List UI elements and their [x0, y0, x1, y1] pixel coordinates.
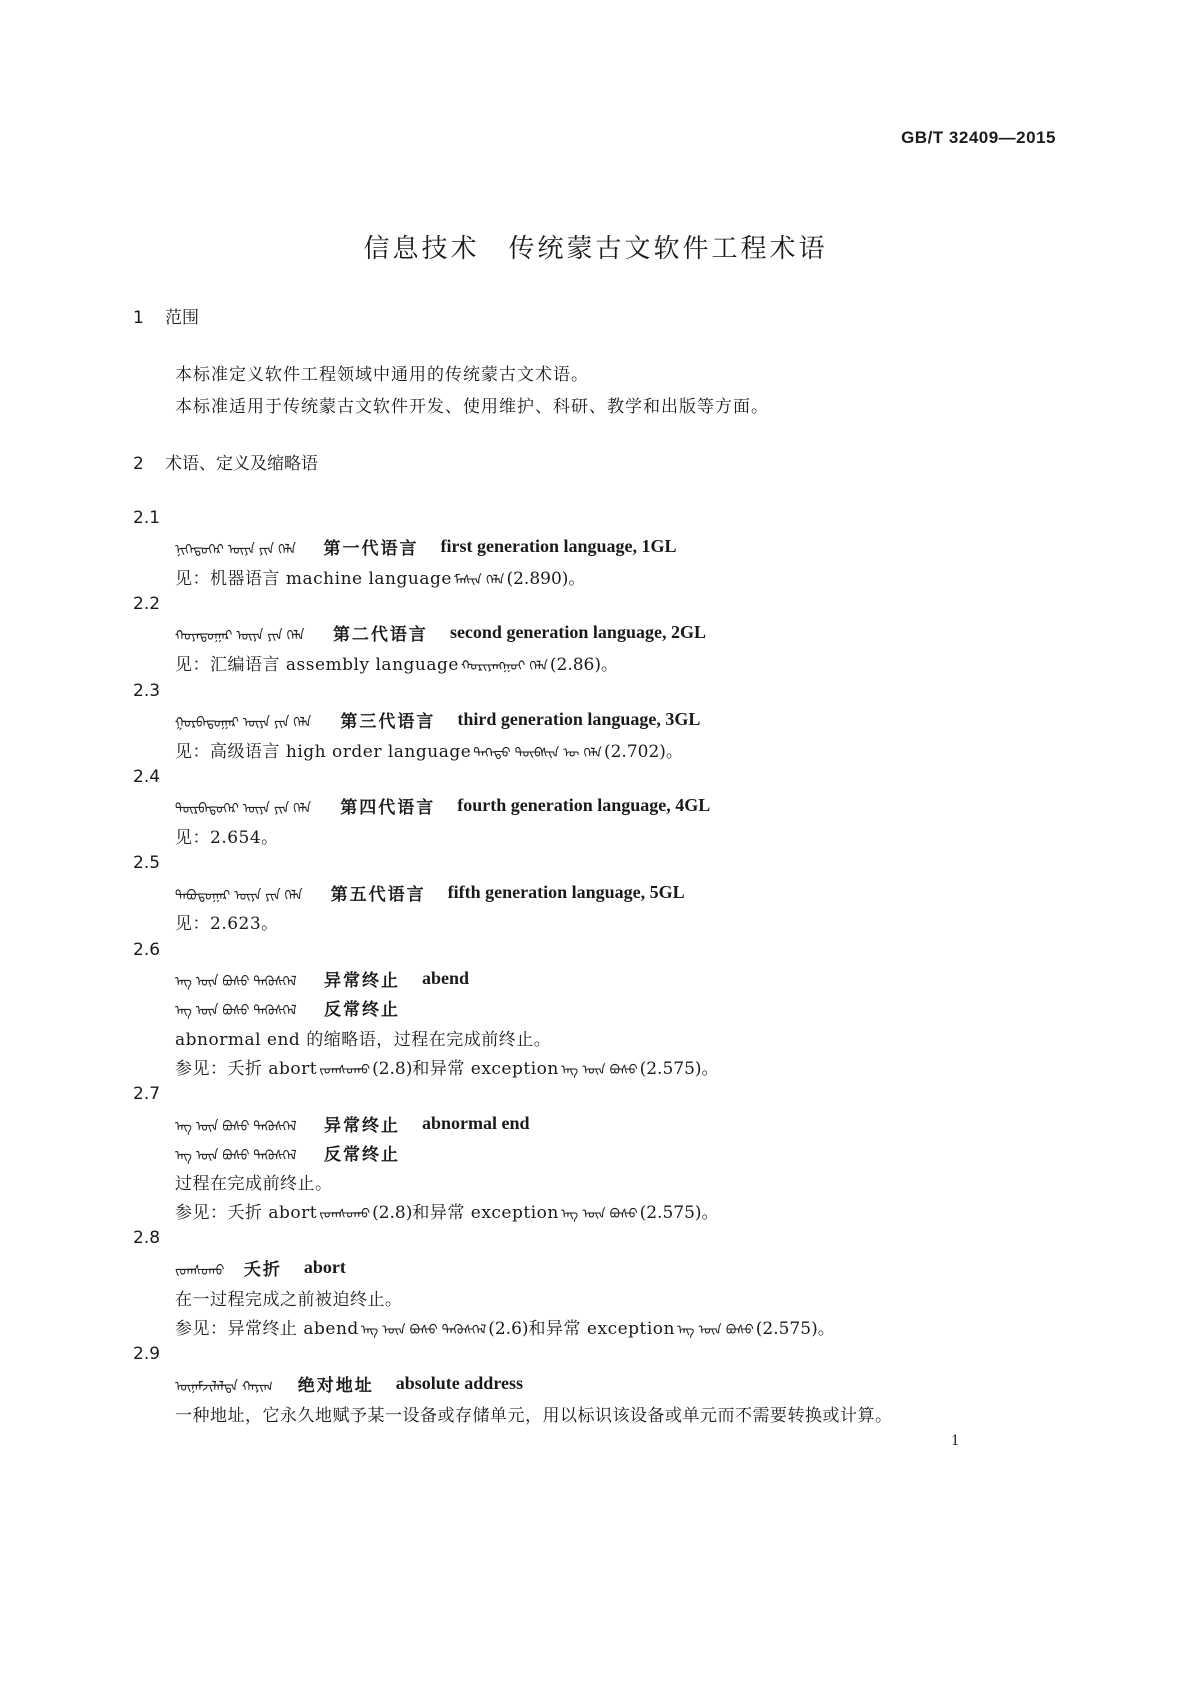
chinese-term: 绝对地址	[297, 1376, 374, 1396]
see-also-line	[175, 1198, 719, 1223]
mongolian-inline: ᠡᠩ ᠦᠨ ᠪᠤᠰᠤ	[677, 1323, 754, 1338]
cross-reference: (2.8)和异常 exception	[372, 1059, 559, 1079]
mongolian-term: ᠵᠣᠭᠰᠤᠬᠤ	[175, 1262, 225, 1279]
english-term: abnormal end	[422, 1113, 530, 1133]
mongolian-inline: ᠳᠡᠭᠡᠳᠦ ᠲᠦᠪᠰᠢᠨ ᠦ ᠬᠡᠯᠡ	[473, 746, 602, 761]
definition-line: 见：2.654。	[175, 828, 279, 848]
paragraph: 本标准适用于传统蒙古文软件开发、使用维护、科研、教学和出版等方面。	[175, 397, 769, 417]
term-line-synonym	[175, 995, 422, 1020]
mongolian-term: ᠨᠢᠭᠡᠳᠦᠭᠡᠷ ᠦᠶᠡ ᠶᠢᠨ ᠬᠡᠯᠡ	[175, 541, 297, 558]
term-line	[175, 966, 469, 991]
mongolian-inline: ᠵᠣᠭᠰᠤᠬᠤ	[319, 1207, 371, 1222]
definition-line: 见：2.623。	[175, 914, 279, 934]
section-heading-scope	[133, 303, 199, 328]
english-term: fifth generation language, 5GL	[447, 882, 685, 902]
chinese-term: 异常终止	[324, 971, 401, 991]
clause-number: 2.4	[133, 767, 161, 787]
definition-text: 见：高级语言 high order language	[175, 742, 472, 762]
mongolian-term: ᠲᠠᠪᠤᠳᠤᠭᠠᠷ ᠦᠶᠡ ᠶᠢᠨ ᠬᠡᠯᠡ	[175, 887, 303, 904]
mongolian-inline: ᠮᠠᠰᠢᠨ ᠬᠡᠯᠡ	[453, 573, 505, 588]
chinese-term: 夭折	[243, 1260, 282, 1280]
clause-number: 2.6	[133, 940, 161, 960]
term-line	[175, 620, 706, 645]
mongolian-term: ᠡᠩ ᠦᠨ ᠪᠤᠰᠤ ᠲᠡᠭᠦᠰᠭᠡᠯ	[175, 1118, 297, 1135]
see-also-line	[175, 1054, 719, 1079]
term-line	[175, 793, 710, 818]
definition-line: 在一过程完成之前被迫终止。	[175, 1290, 403, 1310]
chinese-term: 第三代语言	[340, 712, 436, 732]
clause-number: 2.5	[133, 853, 161, 873]
mongolian-inline: ᠵᠣᠭᠰᠤᠬᠤ	[319, 1063, 371, 1078]
section-heading-terms	[133, 449, 318, 474]
see-also-text: 参见：夭折 abort	[175, 1203, 318, 1223]
english-term: second generation language, 2GL	[449, 622, 706, 642]
term-line	[175, 1111, 530, 1136]
definition-line	[175, 564, 586, 589]
cross-reference: (2.575)。	[755, 1319, 836, 1339]
chinese-term: 反常终止	[324, 1000, 401, 1020]
clause-number: 2.8	[133, 1228, 161, 1248]
mongolian-term: ᠦᠨᠡᠮᠵᠢᠯᠡᠯᠲᠡ ᠬᠠᠶᠢᠭ	[175, 1378, 273, 1395]
english-term: abend	[422, 968, 470, 988]
section-number: 1	[133, 308, 144, 328]
term-line	[175, 880, 685, 905]
cross-reference: (2.575)。	[639, 1203, 720, 1223]
chinese-term: 第二代语言	[332, 625, 428, 645]
page-title: 信息技术 传统蒙古文软件工程术语	[363, 234, 828, 264]
english-term: third generation language, 3GL	[457, 709, 701, 729]
clause-number: 2.7	[133, 1084, 161, 1104]
clause-number: 2.9	[133, 1344, 161, 1364]
definition-line: 一种地址，它永久地赋予某一设备或存储单元，用以标识该设备或单元而不需要转换或计算。	[175, 1406, 893, 1426]
chinese-term: 异常终止	[324, 1116, 401, 1136]
term-line	[175, 1371, 523, 1396]
standard-number: GB/T 32409—2015	[901, 128, 1056, 147]
definition-text: 见：汇编语言 assembly language	[175, 655, 459, 675]
paragraph: 本标准定义软件工程领域中通用的传统蒙古文术语。	[175, 365, 589, 385]
section-number: 2	[133, 454, 144, 474]
see-also-text: 参见：夭折 abort	[175, 1059, 318, 1079]
english-term: fourth generation language, 4GL	[457, 795, 711, 815]
cross-reference: (2.86)。	[549, 655, 619, 675]
english-term: absolute address	[395, 1373, 523, 1393]
mongolian-term: ᠬᠣᠶᠠᠳᠤᠭᠠᠷ ᠦᠶᠡ ᠶᠢᠨ ᠬᠡᠯᠡ	[175, 627, 305, 644]
clause-number: 2.2	[133, 594, 161, 614]
term-line	[175, 1255, 346, 1280]
mongolian-term: ᠡᠩ ᠦᠨ ᠪᠤᠰᠤ ᠲᠡᠭᠦᠰᠭᠡᠯ	[175, 1147, 297, 1164]
mongolian-term: ᠡᠩ ᠦᠨ ᠪᠤᠰᠤ ᠲᠡᠭᠦᠰᠭᠡᠯ	[175, 973, 297, 990]
term-line-synonym	[175, 1140, 422, 1165]
mongolian-term: ᠡᠩ ᠦᠨ ᠪᠤᠰᠤ ᠲᠡᠭᠦᠰᠭᠡᠯ	[175, 1002, 297, 1019]
definition-line: 过程在完成前终止。	[175, 1174, 333, 1194]
mongolian-inline: ᠡᠩ ᠦᠨ ᠪᠤᠰᠤ	[560, 1063, 638, 1078]
mongolian-term: ᠳᠦᠷᠪᠡᠳᠦᠭᠡᠷ ᠦᠶᠡ ᠶᠢᠨ ᠬᠡᠯᠡ	[175, 800, 312, 817]
term-line	[175, 707, 700, 732]
cross-reference: (2.702)。	[603, 742, 684, 762]
clause-number: 2.1	[133, 508, 161, 528]
mongolian-term: ᠭᠤᠷᠪᠠᠳᠤᠭᠠᠷ ᠦᠶᠡ ᠶᠢᠨ ᠬᠡᠯᠡ	[175, 714, 312, 731]
cross-reference: (2.6)和异常 exception	[488, 1319, 675, 1339]
chinese-term: 反常终止	[324, 1145, 401, 1165]
term-line	[175, 534, 677, 559]
mongolian-inline: ᠡᠩ ᠦᠨ ᠪᠤᠰᠤ	[560, 1207, 638, 1222]
page-number: 1	[951, 1432, 959, 1449]
english-term: abort	[303, 1257, 346, 1277]
chinese-term: 第四代语言	[340, 798, 436, 818]
chinese-term: 第五代语言	[330, 885, 426, 905]
section-title: 范围	[165, 308, 199, 328]
section-title: 术语、定义及缩略语	[165, 454, 318, 474]
chinese-term: 第一代语言	[323, 539, 419, 559]
mongolian-inline: ᠡᠩ ᠦᠨ ᠪᠤᠰᠤ ᠲᠡᠭᠦᠰᠭᠡᠯ	[360, 1323, 487, 1338]
english-term: first generation language, 1GL	[440, 536, 677, 556]
cross-reference: (2.8)和异常 exception	[372, 1203, 559, 1223]
definition-line	[175, 737, 683, 762]
definition-text: 见：机器语言 machine language	[175, 569, 452, 589]
cross-reference: (2.575)。	[639, 1059, 720, 1079]
mongolian-inline: ᠬᠤᠷᠢᠶᠠᠩᠭᠤᠢ ᠬᠡᠯᠡ	[460, 659, 548, 674]
cross-reference: (2.890)。	[506, 569, 586, 589]
definition-line	[175, 650, 619, 675]
see-also-line	[175, 1314, 835, 1339]
see-also-text: 参见：异常终止 abend	[175, 1319, 359, 1339]
clause-number: 2.3	[133, 681, 161, 701]
definition-line: abnormal end 的缩略语，过程在完成前终止。	[175, 1030, 552, 1050]
